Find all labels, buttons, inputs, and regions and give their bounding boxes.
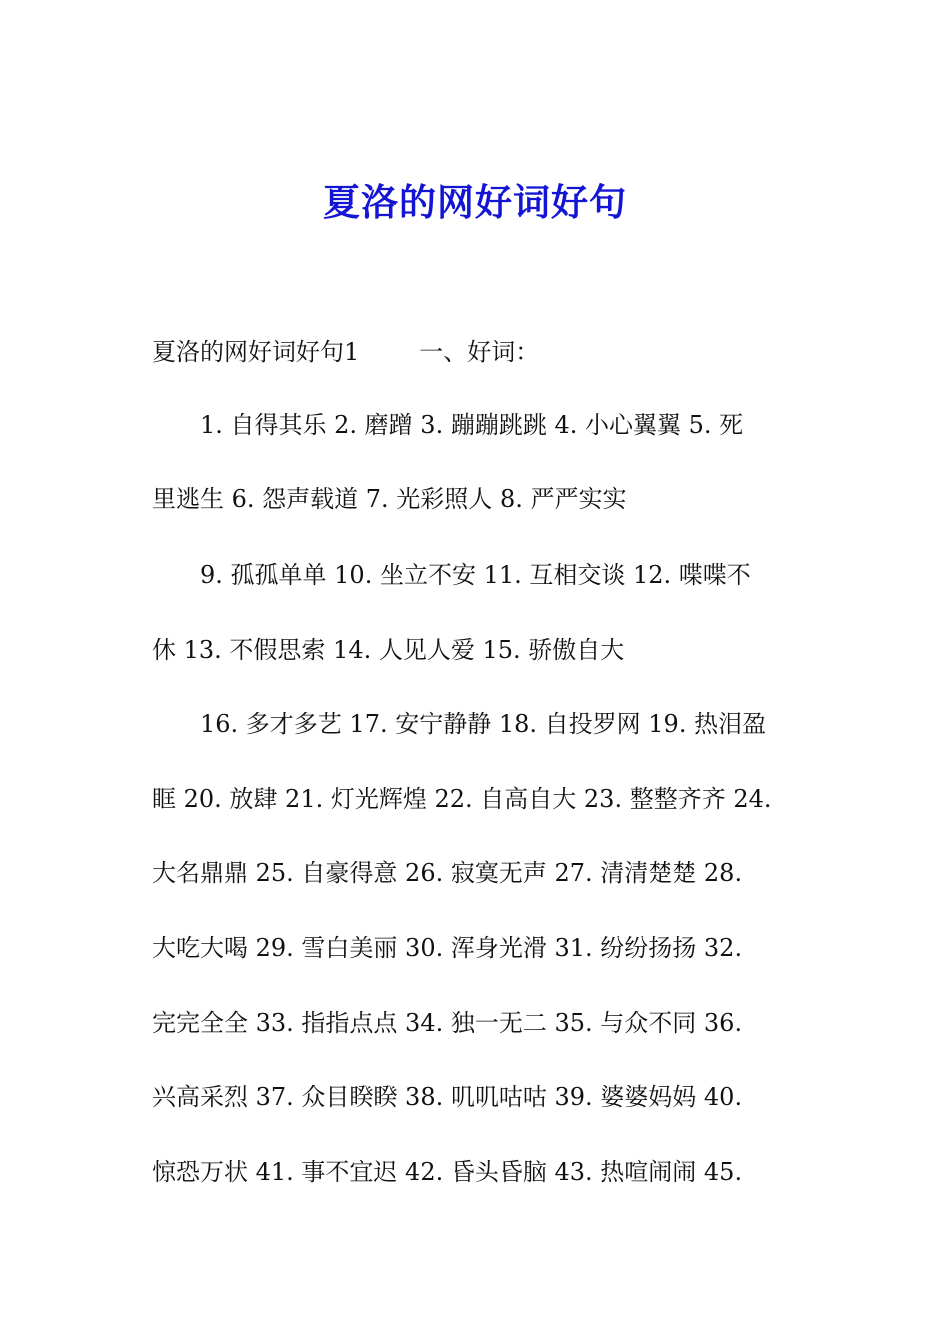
text-line: 里逃生 6. 怨声载道 7. 光彩照人 8. 严严实实 xyxy=(152,485,627,513)
intro-section: 一、好词： xyxy=(419,338,540,366)
text-line: 完完全全 33. 指指点点 34. 独一无二 35. 与众不同 36. xyxy=(152,1009,743,1037)
text-line: 1. 自得其乐 2. 磨蹭 3. 蹦蹦跳跳 4. 小心翼翼 5. 死 xyxy=(200,411,744,439)
text-line: 大吃大喝 29. 雪白美丽 30. 浑身光滑 31. 纷纷扬扬 32. xyxy=(152,934,743,962)
text-line: 休 13. 不假思索 14. 人见人爱 15. 骄傲自大 xyxy=(152,636,625,664)
text-line: 惊恐万状 41. 事不宜迟 42. 昏头昏脑 43. 热喧闹闹 45. xyxy=(152,1158,743,1186)
text-line: 大名鼎鼎 25. 自豪得意 26. 寂寞无声 27. 清清楚楚 28. xyxy=(152,859,743,887)
text-line: 9. 孤孤单单 10. 坐立不安 11. 互相交谈 12. 喋喋不 xyxy=(200,561,751,589)
intro-heading: 夏洛的网好词好句1 xyxy=(152,338,360,366)
text-line: 眶 20. 放肆 21. 灯光辉煌 22. 自高自大 23. 整整齐齐 24. xyxy=(152,785,772,813)
text-line: 兴高采烈 37. 众目睽睽 38. 叽叽咕咕 39. 婆婆妈妈 40. xyxy=(152,1083,743,1111)
intro-line xyxy=(152,335,539,369)
document-title: 夏洛的网好词好句 xyxy=(323,180,627,224)
text-line: 16. 多才多艺 17. 安宁静静 18. 自投罗网 19. 热泪盈 xyxy=(200,710,767,738)
